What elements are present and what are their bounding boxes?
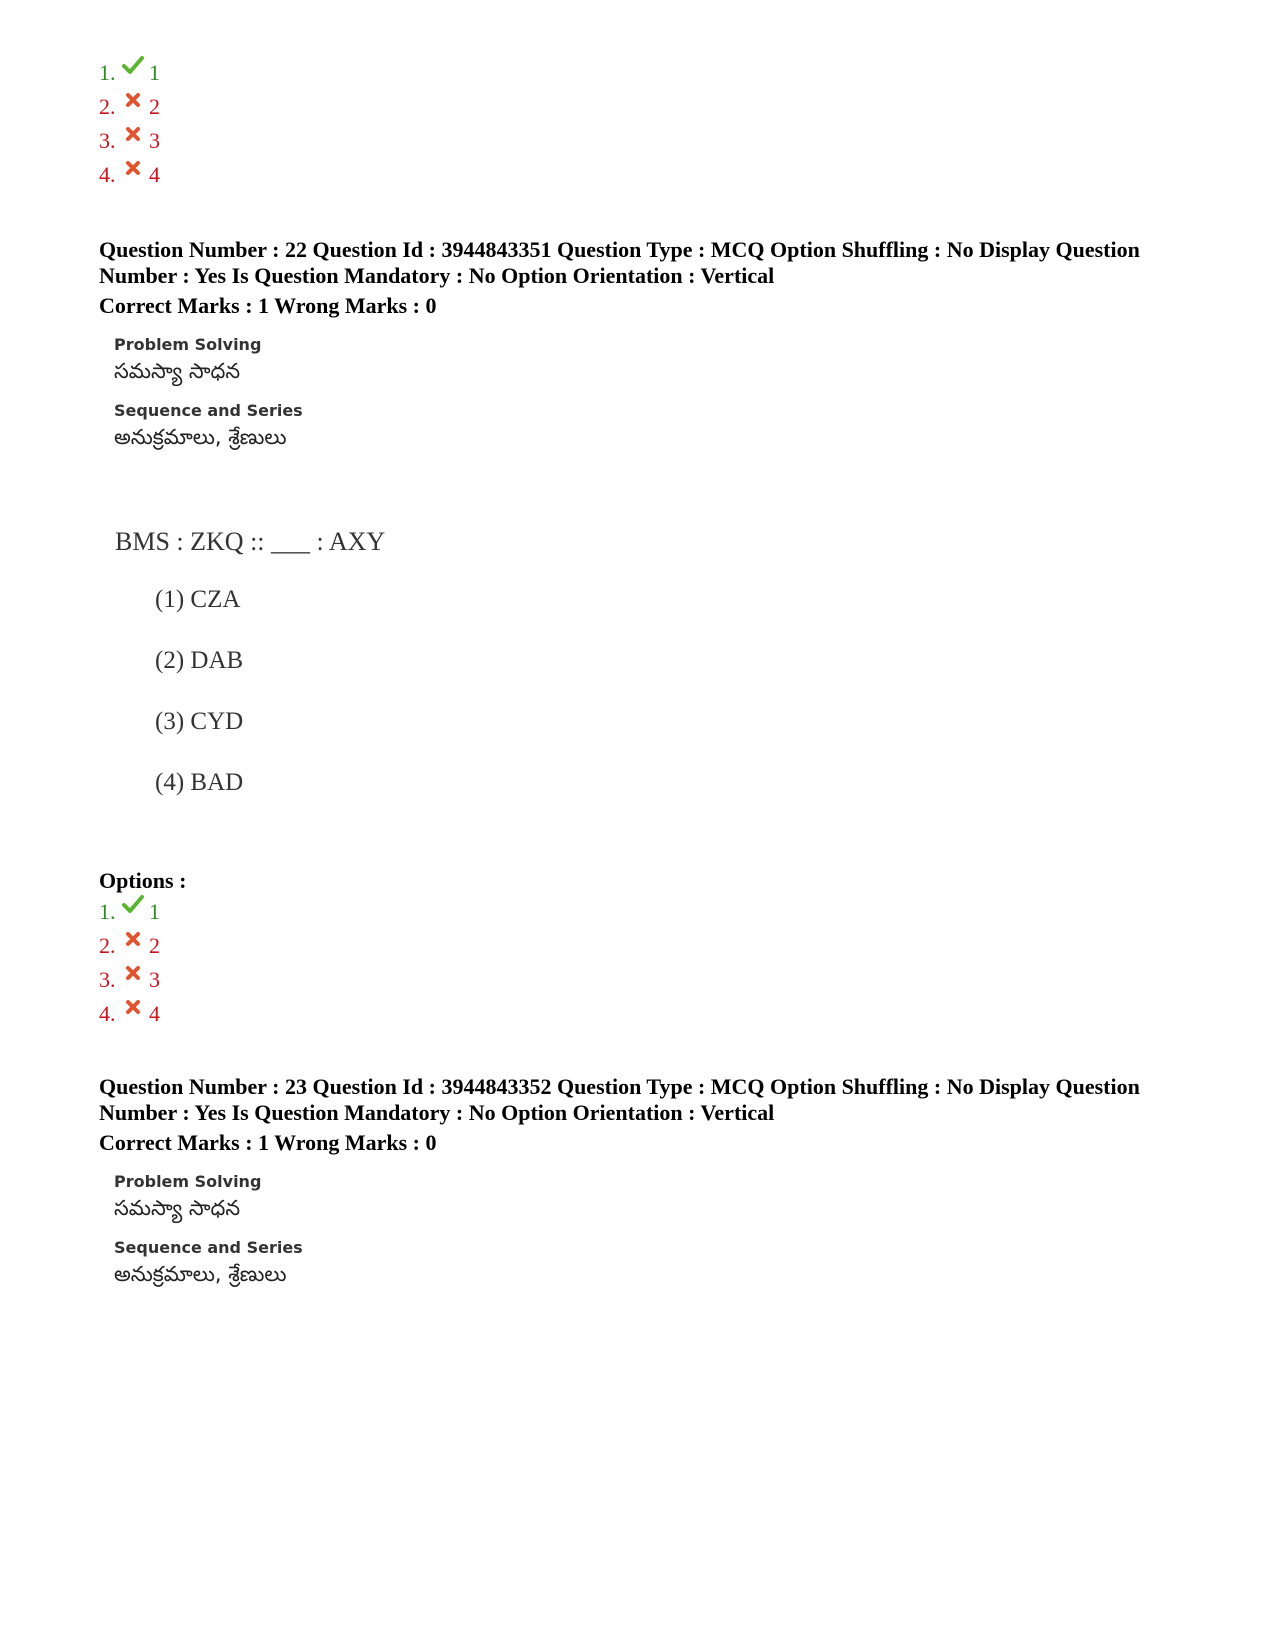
cross-icon (121, 118, 145, 152)
check-icon (121, 889, 145, 923)
cross-icon (121, 84, 145, 118)
option-number: 2. (99, 94, 116, 119)
question-22-tags (114, 334, 303, 466)
option-value: 1 (149, 899, 160, 924)
cross-icon (121, 923, 145, 957)
check-icon (121, 50, 145, 84)
option-value: 4 (149, 1001, 160, 1026)
subject-tag-telugu: సమస్యా సాధన (114, 359, 241, 383)
subject-tag-telugu: సమస్యా సాధన (114, 1196, 241, 1220)
question-22-body (115, 520, 385, 822)
option-number: 1. (99, 60, 116, 85)
cross-icon (121, 152, 145, 186)
option-value: 4 (149, 162, 160, 187)
previous-question-options (99, 56, 160, 192)
question-choice: (3) CYD (155, 708, 244, 735)
subject-tag: Problem Solving (114, 335, 262, 354)
option-number: 2. (99, 933, 116, 958)
question-text: BMS : ZKQ :: ___ : AXY (115, 527, 386, 556)
cross-icon (121, 957, 145, 991)
option-number: 1. (99, 899, 116, 924)
option-number: 3. (99, 128, 116, 153)
cross-icon (121, 991, 145, 1025)
topic-tag-telugu: అనుక్రమాలు, శ్రేణులు (114, 425, 287, 449)
question-22-marks: Correct Marks : 1 Wrong Marks : 0 (99, 293, 437, 318)
question-23-tags (114, 1171, 303, 1303)
option-item (99, 997, 160, 1031)
option-value: 1 (149, 60, 160, 85)
question-22-header: Question Number : 22 Question Id : 3944843351 Question Type : MCQ Option Shuffling : No Display Question Number : Yes Is Question Mandatory : No Option Orientation : Vertical (99, 237, 1140, 288)
option-number: 4. (99, 1001, 116, 1026)
subject-tag: Problem Solving (114, 1172, 262, 1191)
question-23-header: Question Number : 23 Question Id : 3944843352 Question Type : MCQ Option Shuffling : No Display Question Number : Yes Is Question Mandatory : No Option Orientation : Vertical (99, 1074, 1140, 1125)
question-choice: (2) DAB (155, 647, 244, 674)
question-choice: (4) BAD (155, 769, 244, 796)
option-value: 2 (149, 94, 160, 119)
option-item (99, 158, 160, 192)
question-choice: (1) CZA (155, 586, 241, 613)
options-title: Options : (99, 868, 187, 893)
question-23-marks: Correct Marks : 1 Wrong Marks : 0 (99, 1130, 437, 1155)
option-value: 2 (149, 933, 160, 958)
topic-tag-telugu: అనుక్రమాలు, శ్రేణులు (114, 1262, 287, 1286)
topic-tag: Sequence and Series (114, 1238, 303, 1257)
option-value: 3 (149, 967, 160, 992)
option-number: 4. (99, 162, 116, 187)
question-22-options (99, 895, 160, 1031)
option-number: 3. (99, 967, 116, 992)
topic-tag: Sequence and Series (114, 401, 303, 420)
option-value: 3 (149, 128, 160, 153)
